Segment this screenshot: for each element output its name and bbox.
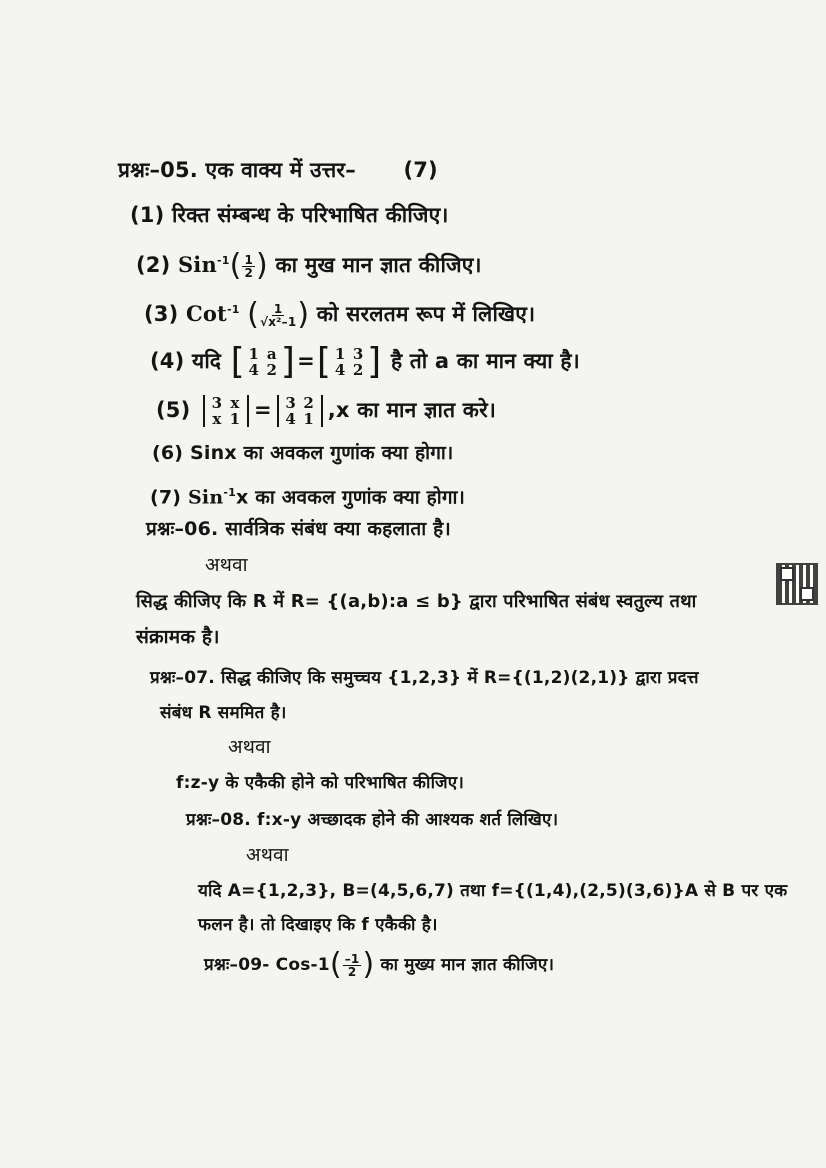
q9-prefix: प्रश्नः–09- Cos-1 [204, 955, 330, 975]
q5-item-4: (4) यदि [ 1 a 4 2 ] = [ 1 3 4 2 ] है तो a का मान क्या है। [150, 341, 580, 382]
q7-line1: प्रश्नः–07. सिद्ध कीजिए कि समुच्चय {1,2,3} में R={(1,2)(2,1)} द्वारा प्रदत्त [150, 668, 699, 688]
q7-line2: संबंध R सममित है। [160, 703, 287, 723]
item-text: का मुख मान ज्ञात कीजिए। [275, 253, 482, 277]
inverse-sup: -1 [216, 254, 230, 267]
q5-marks: (7) [403, 158, 438, 182]
q5-item-7 [150, 480, 465, 510]
fraction [260, 303, 296, 328]
q5-item-1 [130, 202, 449, 228]
item-number: (1) [130, 203, 165, 227]
fraction-denominator: 2 [244, 265, 254, 280]
q5-item-3: (3) Cot$^{-1}$ ( $\frac{1}{\text{√x²–1}}$ ) को सरलतम रूप में लिखिए। [144, 297, 536, 332]
matrix-left: [ 1 a 4 2 ] [230, 341, 296, 382]
determinant-right [274, 395, 326, 427]
item-number: (4) [150, 349, 185, 373]
item-number: (7) [150, 486, 182, 509]
q8-alt-line1: यदि A={1,2,3}, B=(4,5,6,7) तथा f={(1,4),(2,5)(3,6)}A से B पर एक [198, 881, 788, 901]
q5-item-6 [152, 440, 453, 466]
q8-heading: प्रश्नः–08. f:x-y अच्छादक होने की आश्यक शर्त लिखिए। [186, 810, 559, 830]
q9-line: प्रश्नः–09- Cos-1( $\frac{-1}{2}$ ) का मुख्य मान ज्ञात कीजिए। [204, 947, 555, 982]
q6-alt-line2: संक्रामक है। [136, 626, 220, 648]
matrix-cell: a [266, 345, 277, 363]
fraction [242, 254, 255, 279]
fraction-numerator: –1 [344, 951, 360, 966]
fraction-numerator: 1 [273, 301, 283, 316]
function-name: Sin [188, 486, 224, 509]
item-prefix: यदि [191, 349, 222, 373]
matrix-cell: 1 [303, 410, 315, 428]
matrix-cell: 1 [229, 410, 241, 428]
item-number: (3) [144, 302, 179, 326]
matrix-cell: 4 [285, 410, 297, 428]
item-text: है तो a का मान क्या है। [390, 349, 580, 373]
q5-heading [118, 157, 438, 183]
q6-or: अथवा [205, 554, 248, 576]
matrix-cell: 3 [211, 394, 223, 412]
q5-item-2: (2) Sin$^{-1}$( $\frac{1}{2}$ ) का मुख मान ज्ञात कीजिए। [136, 248, 482, 283]
matrix-cell: x [212, 410, 222, 428]
item-text: Sinx का अवकल गुणांक क्या होगा। [190, 442, 454, 464]
q5-item-5: (5) 3 x x 1 = 3 2 4 1 ,x का मान ज्ञात करे। [156, 394, 497, 428]
matrix-cell: 2 [352, 361, 364, 379]
function-name: Sin [177, 252, 217, 277]
matrix-cell: 1 [248, 345, 260, 363]
matrix-right: [ 1 3 4 2 ] [316, 341, 382, 382]
matrix-cell: 3 [285, 394, 297, 412]
fraction [343, 953, 362, 978]
fraction-denominator: 2 [347, 964, 357, 979]
item-text: x का अवकल गुणांक क्या होगा। [236, 486, 466, 509]
matrix-cell: 4 [248, 361, 260, 379]
q5-heading-text: प्रश्नः–05. एक वाक्य में उत्तर– [118, 158, 356, 182]
item-text: को सरलतम रूप में लिखिए। [316, 302, 536, 326]
q6-heading: प्रश्नः–06. सार्वत्रिक संबंध क्या कहलाता है। [146, 518, 451, 540]
q7-or: अथवा [228, 736, 271, 758]
matrix-cell: x [230, 394, 240, 412]
item-number: (5) [156, 398, 191, 422]
q7-alt: f:z-y के एकैकी होने को परिभाषित कीजिए। [176, 773, 465, 793]
q6-alt-line1: सिद्ध कीजिए कि R में R= {(a,b):a ≤ b} द्वारा परिभाषित संबंध स्वतुल्य तथा [136, 591, 697, 612]
determinant-left [200, 395, 252, 427]
matrix-cell: 3 [352, 345, 364, 363]
inverse-sup: -1 [226, 303, 240, 316]
matrix-cell: 1 [334, 345, 346, 363]
item-text: ,x का मान ज्ञात करे। [327, 398, 497, 422]
q8-or: अथवा [246, 844, 289, 866]
item-number: (6) [152, 442, 184, 464]
q8-alt-line2: फलन है। तो दिखाइए कि f एकैकी है। [198, 915, 438, 935]
item-number: (2) [136, 253, 171, 277]
qr-code-icon [776, 563, 818, 605]
item-text: रिक्त संम्बन्ध के परिभाषित कीजिए। [171, 203, 449, 227]
fraction-denominator: √x²–1 [260, 314, 297, 329]
fraction-numerator: 1 [244, 252, 254, 267]
q9-text: का मुख्य मान ज्ञात कीजिए। [380, 955, 555, 975]
matrix-cell: 2 [303, 394, 315, 412]
function-name: Cot [185, 301, 227, 326]
matrix-cell: 4 [334, 361, 346, 379]
inverse-sup: -1 [223, 486, 236, 499]
matrix-cell: 2 [266, 361, 278, 379]
